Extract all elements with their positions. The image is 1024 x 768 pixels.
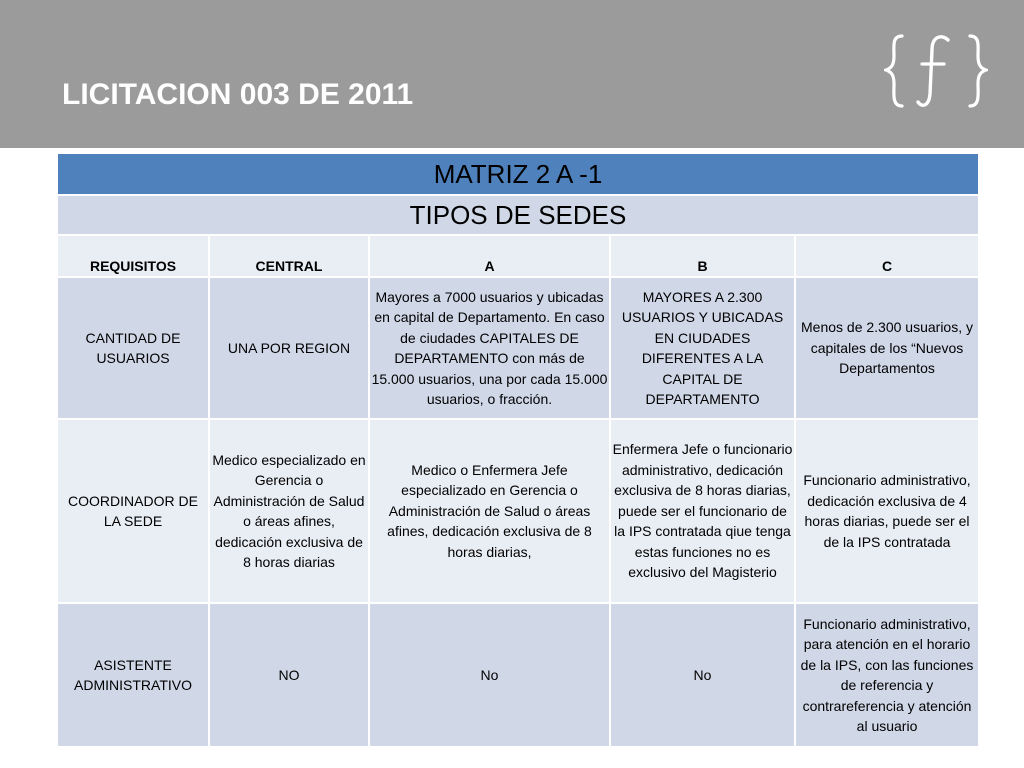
requisito-cell: ASISTENTE ADMINISTRATIVO [57, 603, 209, 747]
type-c-cell: Menos de 2.300 usuarios, y capitales de los “Nuevos Departamentos [795, 277, 979, 419]
slide-title: LICITACION 003 DE 2011 [62, 78, 414, 111]
table-row [57, 603, 979, 747]
central-cell: UNA POR REGION [209, 277, 369, 419]
column-header: C [795, 235, 979, 277]
matrix-table [56, 152, 980, 748]
type-c-cell: Funcionario administrativo, para atención en el horario de la IPS, con las funciones de referencia y contrareferencia y atención al usuario [795, 603, 979, 747]
type-c-cell: Funcionario administrativo, dedicación exclusiva de 4 horas diarias, puede ser el de la IPS contratada [795, 419, 979, 603]
matrix-table-container [56, 152, 978, 748]
type-b-cell: MAYORES A 2.300 USUARIOS Y UBICADAS EN CIUDADES DIFERENTES A LA CAPITAL DE DEPARTAMENTO [610, 277, 795, 419]
column-header: REQUISITOS [57, 235, 209, 277]
type-b-cell: Enfermera Jefe o funcionario administrativo, dedicación exclusiva de 8 horas diarias, puede ser el funcionario de la IPS contratada qiue tenga estas funciones no es exclusivo del Magisterio [610, 419, 795, 603]
column-header: B [610, 235, 795, 277]
table-row [57, 419, 979, 603]
type-b-cell: No [610, 603, 795, 747]
slide-header [0, 0, 1024, 148]
table-row [57, 277, 979, 419]
type-a-cell: Mayores a 7000 usuarios y ubicadas en capital de Departamento. En caso de ciudades CAPITALES DE DEPARTAMENTO con más de 15.000 usuarios, una por cada 15.000 usuarios, o fracción. [369, 277, 610, 419]
central-cell: NO [209, 603, 369, 747]
type-a-cell: No [369, 603, 610, 747]
table-title-row [57, 153, 979, 195]
type-a-cell: Medico o Enfermera Jefe especializado en Gerencia o Administración de Salud o áreas afines, dedicación exclusiva de 8 horas diarias, [369, 419, 610, 603]
table-subtitle-row [57, 195, 979, 235]
column-header: A [369, 235, 610, 277]
table-title: MATRIZ 2 A -1 [57, 153, 979, 195]
requisito-cell: COORDINADOR DE LA SEDE [57, 419, 209, 603]
column-header-row [57, 235, 979, 277]
column-header: CENTRAL [209, 235, 369, 277]
table-subtitle: TIPOS DE SEDES [57, 195, 979, 235]
requisito-cell: CANTIDAD DE USUARIOS [57, 277, 209, 419]
central-cell: Medico especializado en Gerencia o Administración de Salud o áreas afines, dedicación exclusiva de 8 horas diarias [209, 419, 369, 603]
brand-logo-icon [884, 30, 988, 114]
